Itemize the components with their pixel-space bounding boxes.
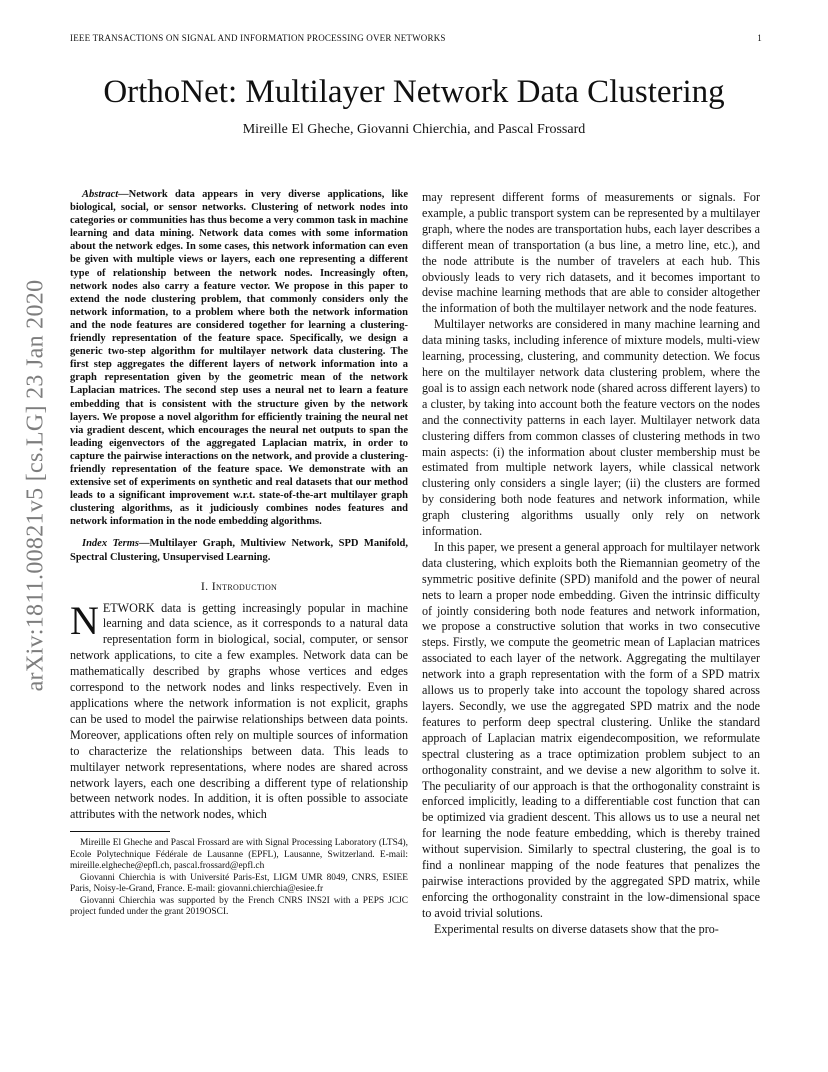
running-header [70,33,762,43]
abstract-text: —Network data appears in very diverse applications, like biological, social, or sensor networks. Clustering of network nodes into categories or communities has thus become a very common task in machine learning and data mining. Network data comes with some information about the network edges. In some cases, this network information can even be given with multiple views or layers, each one representing a different type of relationship between the network nodes. Increasingly often, network nodes also carry a feature vector. We propose in this paper to extend the node clustering problem, that commonly considers only the network information, to a problem where both the network information and the node features are considered together for learning a clustering-friendly representation of the feature space. Specifically, we design a generic two-step algorithm for multilayer network data clustering. The first step aggregates the different layers of network information into a graph representation given by the geometric mean of the network Laplacian matrices. The second step uses a neural net to learn a feature embedding that is consistent with the structure given by the network layers. We propose a novel algorithm for efficiently training the neural net via gradient descent, which encourages the neural net outputs to span the leading eigenvectors of the aggregated Laplacian matrix, in order to capture the pairwise interactions on the network, and provide a clustering-friendly representation of the feature space. We demonstrate with an extensive set of experiments on synthetic and real datasets that our method leads to a significant improvement w.r.t. state-of-the-art multilayer graph clustering algorithms, as it judiciously combines nodes features and network information in the node embedding algorithms. [70,189,408,528]
left-column [70,188,408,919]
right-column [422,190,760,938]
index-terms-label: Index Terms [82,538,140,550]
index-terms-text: —Multilayer Graph, Multiview Network, SPD Manifold, Spectral Clustering, Unsupervised Learning. [70,538,408,563]
footnotes [70,838,408,919]
section-numeral: I. [200,578,209,593]
footnote-affiliation-1: Mireille El Gheche and Pascal Frossard are with Signal Processing Laboratory (LTS4), Ecole Polytechnique Fédérale de Lausanne (EPFL), Lausanne, Switzerland. E-mail: mireille.elgheche@epfl.ch, pascal.frossard@epfl.ch [70,838,408,872]
intro-paragraph-4: Experimental results on diverse datasets show that the pro- [434,921,719,936]
section-title: Introduction [211,578,278,593]
arxiv-stamp [16,279,56,691]
index-terms [70,537,408,563]
paper-title: OrthoNet: Multilayer Network Data Clustering [103,74,725,110]
section-heading-introduction [70,579,408,595]
footnote-divider [70,831,170,832]
intro-paragraph-1-continued: may represent different forms of measurements or signals. For example, a public transport system can be represented by a multilayer graph, where the nodes are transportation hubs, each layer describes a different mean of transportation (a bus line, a metro line, etc.), and the node attribute is the number of travelers at each hub. This obviously leads to very rich datasets, and it becomes important to devise machine learning methods that are able to consider altogether the information of both the multilayer network and the node features. [422,190,760,316]
drop-cap: N [70,597,99,643]
intro-paragraph-1-text: ETWORK data is getting increasingly popular in machine learning and data science, as it corresponds to a natural data representation form in biological, social, computer, or sensor network applications, to cite a few examples. Network data can be mathematically described by graphs whose vertices and edges correspond to the network nodes and links respectively. Even in applications where the network information is not explicit, graphs can be used to model the pairwise relationships between data points. Moreover, applications often rely on multiple sources of information to characterize the relationships between data. This leads to multilayer network representations, where nodes are shared across network layers, each one describing a different type of relationship between network nodes. In addition, it is often possible to associate attributes with the network nodes, which [70,600,408,822]
journal-name: IEEE TRANSACTIONS ON SIGNAL AND INFORMATION PROCESSING OVER NETWORKS [70,33,446,43]
intro-paragraph-3: In this paper, we present a general approach for multilayer network data clustering, which exploits both the Riemannian geometry of the symmetric positive definite (SPD) manifold and the power of neural nets to learn a proper node embedding. Given the intrinsic difficulty of jointly considering both node features and network information, we propose a constructive solution that works in two consecutive steps. Firstly, we compute the geometric mean of Laplacian matrices associated to each layer of the network. Aggregating the multilayer network into a graph representation with the form of a SPD matrix allows us to properly take into account the topology shared across layers. Secondly, we use the aggregated SPD matrix and the node features to perform deep spectral clustering. Unlike the standard approach of Laplacian matrix eigendecomposition, we reformulate spectral clustering as a trace optimization problem subject to an orthogonality constraint, and we devise a new algorithm to solve it. The peculiarity of our approach is that the orthogonality constraint is enforced implicitly, leading to a differentiable cost function that can be optimized via gradient descent. This allows us to use a neural net for learning the node feature embedding, which is thereby trained without supervision. Similarly to spectral clustering, the goal is to find a nonlinear mapping of the node features that penalizes the pairwise interactions provided by the aggregated SPD matrix, while enforcing the orthogonality constraint in the low-dimensional space to avoid trivial solutions. [422,539,760,920]
arxiv-identifier: arXiv:1811.00821v5 [cs.LG] 23 Jan 2020 [22,279,49,691]
intro-paragraph-2: Multilayer networks are considered in many machine learning and data mining tasks, including inference of mixture models, multi-view learning, processing, clustering, and community detection. We focus here on the multilayer network data clustering problem, where the goal is to assign each network node (shared across different layers) to a cluster, by taking into account both the feature vectors on the nodes and the connectivity patterns in each layer. Multilayer network data clustering differs from common classes of clustering methods in two main aspects: (i) the information about cluster membership must be estimated from multiple network layers, while classical network clustering only considers a single layer; (ii) the clusters are formed by considering both node features and network information, while graph clustering algorithms usually only rely on network information. [422,317,760,539]
footnote-funding: Giovanni Chierchia was supported by the French CNRS INS2I with a PEPS JCJC project funded under the grant 2019OSCI. [70,895,408,918]
intro-paragraph-1 [70,597,408,824]
page-number: 1 [757,33,762,43]
footnote-affiliation-2: Giovanni Chierchia is with Université Paris-Est, LIGM UMR 8049, CNRS, ESIEE Paris, Noisy-le-Grand, France. E-mail: giovanni.chierchia@esiee.fr [70,872,408,895]
paper-authors: Mireille El Gheche, Giovanni Chierchia, and Pascal Frossard [242,122,586,137]
abstract [70,188,408,528]
abstract-label: Abstract [82,189,119,200]
